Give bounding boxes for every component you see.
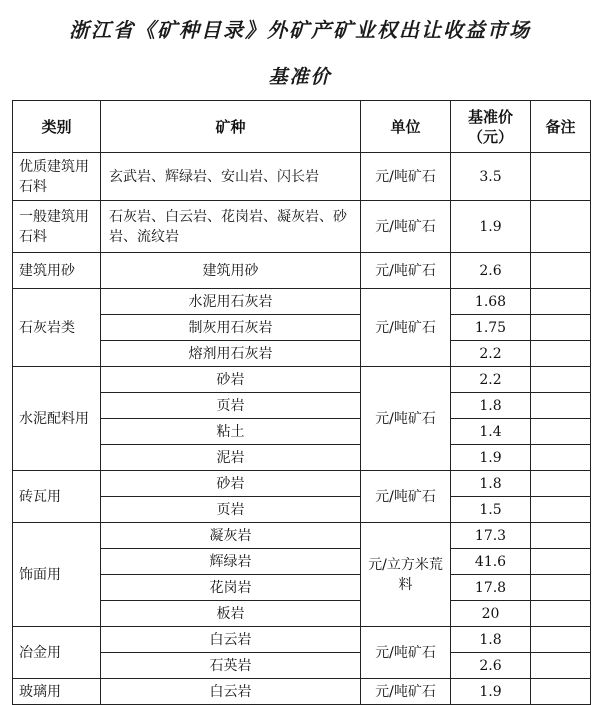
- price-cell: 1.8: [451, 393, 531, 419]
- category-cell: 水泥配料用: [13, 367, 101, 471]
- table-header-row: [13, 101, 591, 153]
- category-cell: 建筑用砂: [13, 253, 101, 289]
- category-cell: 玻璃用: [13, 679, 101, 705]
- note-cell: [531, 497, 591, 523]
- note-cell: [531, 549, 591, 575]
- mineral-cell: 泥岩: [101, 445, 361, 471]
- unit-cell: 元/吨矿石: [361, 679, 451, 705]
- mineral-cell: 凝灰岩: [101, 523, 361, 549]
- note-cell: [531, 445, 591, 471]
- mineral-cell: 辉绿岩: [101, 549, 361, 575]
- note-cell: [531, 627, 591, 653]
- price-cell: 2.2: [451, 367, 531, 393]
- note-cell: [531, 201, 591, 253]
- note-cell: [531, 393, 591, 419]
- note-cell: [531, 575, 591, 601]
- price-cell: 1.9: [451, 679, 531, 705]
- unit-cell: 元/吨矿石: [361, 289, 451, 367]
- table-row: [13, 523, 591, 549]
- price-cell: 1.9: [451, 445, 531, 471]
- price-cell: 41.6: [451, 549, 531, 575]
- mineral-cell: 页岩: [101, 497, 361, 523]
- note-cell: [531, 653, 591, 679]
- header-unit: 单位: [361, 101, 451, 153]
- unit-cell: 元/吨矿石: [361, 471, 451, 523]
- note-cell: [531, 341, 591, 367]
- category-cell: 饰面用: [13, 523, 101, 627]
- price-cell: 2.6: [451, 653, 531, 679]
- unit-cell: 元/吨矿石: [361, 367, 451, 471]
- price-cell: 3.5: [451, 153, 531, 201]
- category-cell: 一般建筑用石料: [13, 201, 101, 253]
- mineral-cell: 石灰岩、白云岩、花岗岩、凝灰岩、砂岩、流纹岩: [101, 201, 361, 253]
- category-cell: 冶金用: [13, 627, 101, 679]
- table-row: [13, 471, 591, 497]
- unit-cell: 元/吨矿石: [361, 627, 451, 679]
- price-cell: 2.2: [451, 341, 531, 367]
- mineral-cell: 白云岩: [101, 679, 361, 705]
- note-cell: [531, 419, 591, 445]
- page-subtitle: 基准价: [268, 66, 332, 88]
- mineral-cell: 石英岩: [101, 653, 361, 679]
- unit-cell: 元/吨矿石: [361, 153, 451, 201]
- note-cell: [531, 523, 591, 549]
- price-cell: 1.4: [451, 419, 531, 445]
- price-cell: 1.5: [451, 497, 531, 523]
- unit-cell: 元/立方米荒料: [361, 523, 451, 627]
- table-row: [13, 367, 591, 393]
- price-cell: 2.6: [451, 253, 531, 289]
- price-cell: 1.68: [451, 289, 531, 315]
- price-cell: 1.9: [451, 201, 531, 253]
- header-note: 备注: [531, 101, 591, 153]
- note-cell: [531, 315, 591, 341]
- mineral-cell: 页岩: [101, 393, 361, 419]
- unit-cell: 元/吨矿石: [361, 201, 451, 253]
- category-cell: 优质建筑用石料: [13, 153, 101, 201]
- mineral-cell: 砂岩: [101, 367, 361, 393]
- mineral-cell: 粘土: [101, 419, 361, 445]
- table-row: [13, 289, 591, 315]
- category-cell: 砖瓦用: [13, 471, 101, 523]
- price-cell: 17.8: [451, 575, 531, 601]
- price-cell: 1.8: [451, 471, 531, 497]
- page-title: 浙江省《矿种目录》外矿产矿业权出让收益市场: [69, 18, 531, 42]
- mineral-cell: 建筑用砂: [101, 253, 361, 289]
- header-category: 类别: [13, 101, 101, 153]
- table-row: [13, 253, 591, 289]
- mineral-cell: 玄武岩、辉绿岩、安山岩、闪长岩: [101, 153, 361, 201]
- table-row: [13, 679, 591, 705]
- mineral-cell: 制灰用石灰岩: [101, 315, 361, 341]
- mineral-cell: 板岩: [101, 601, 361, 627]
- price-cell: 17.3: [451, 523, 531, 549]
- table-row: [13, 201, 591, 253]
- note-cell: [531, 153, 591, 201]
- category-cell: 石灰岩类: [13, 289, 101, 367]
- table-row: [13, 153, 591, 201]
- header-price: 基准价（元）: [451, 101, 531, 153]
- price-table: [12, 100, 591, 705]
- mineral-cell: 白云岩: [101, 627, 361, 653]
- note-cell: [531, 471, 591, 497]
- note-cell: [531, 679, 591, 705]
- note-cell: [531, 289, 591, 315]
- price-cell: 1.8: [451, 627, 531, 653]
- note-cell: [531, 253, 591, 289]
- mineral-cell: 砂岩: [101, 471, 361, 497]
- mineral-cell: 熔剂用石灰岩: [101, 341, 361, 367]
- unit-cell: 元/吨矿石: [361, 253, 451, 289]
- header-mineral: 矿种: [101, 101, 361, 153]
- table-row: [13, 627, 591, 653]
- price-cell: 20: [451, 601, 531, 627]
- mineral-cell: 水泥用石灰岩: [101, 289, 361, 315]
- mineral-cell: 花岗岩: [101, 575, 361, 601]
- price-cell: 1.75: [451, 315, 531, 341]
- note-cell: [531, 601, 591, 627]
- note-cell: [531, 367, 591, 393]
